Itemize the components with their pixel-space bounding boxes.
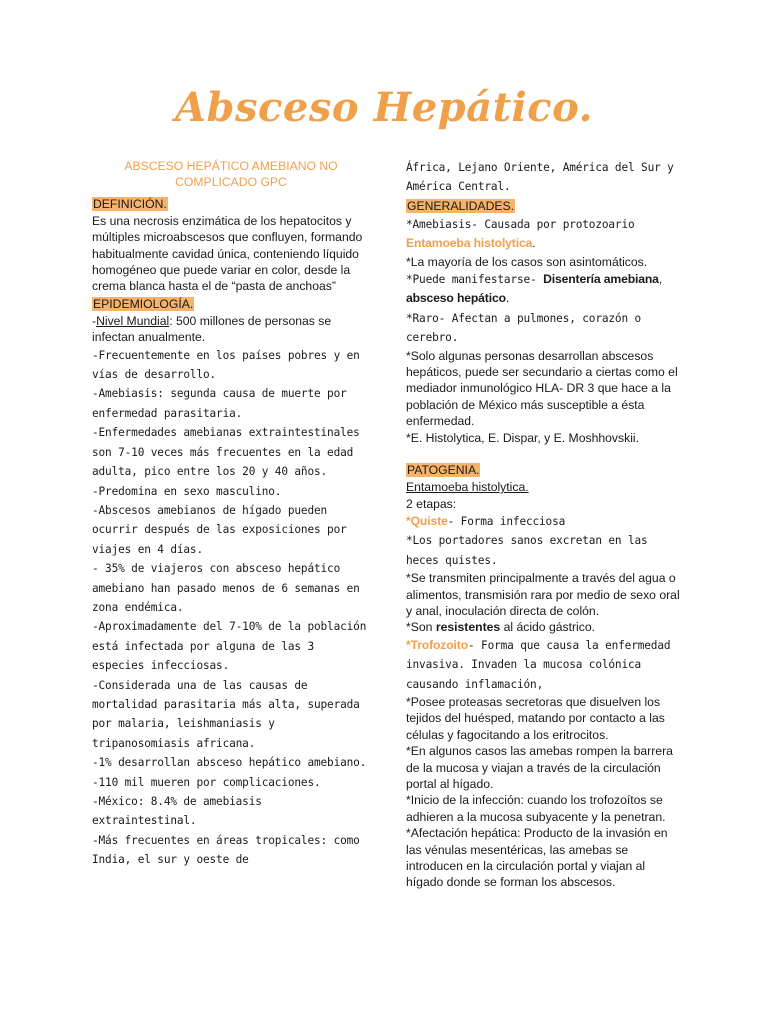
- list-item: -Considerada una de las causas de mortalidad parasitaria más alta, superada por malaria, leishmaniasis y tripanosomiasis africana.: [92, 678, 360, 750]
- list-item: -Amebiasis: segunda causa de muerte por enfermedad parasitaria.: [92, 387, 347, 420]
- source-subtitle: ABSCESO HEPÁTICO AMEBIANO NO COMPLICADO GPC: [124, 159, 338, 190]
- list-item: -Más frecuentes en áreas tropicales: como India, el sur y oeste de: [92, 833, 360, 867]
- definicion-heading: DEFINICIÓN.: [93, 196, 167, 211]
- organism-name: Entamoeba histolytica: [406, 236, 533, 251]
- trofozoito-paragraph: *Trofozoito- Forma que causa la enfermedad invasiva. Invaden la mucosa colónica causando inflamación,: [406, 637, 671, 691]
- spacer: [406, 446, 684, 461]
- quiste-paragraph: *Quiste- Forma infecciosa: [406, 513, 566, 528]
- page-title: Absceso Hepático.: [174, 84, 593, 131]
- list-item: -Frecuentemente en los países pobres y en vías de desarrollo.: [92, 348, 360, 382]
- amebas-rompen-text: *En algunos casos las amebas rompen la barrera de la mucosa y viajan a través de la circulación portal al hígado.: [406, 744, 673, 791]
- left-column: [92, 158, 370, 870]
- patogenia-organism: Entamoeba histolytica.: [406, 480, 529, 495]
- portadores-text: *Los portadores sanos excretan en las heces quistes.: [406, 534, 648, 567]
- nivel-mundial-paragraph: -Nivel Mundial: 500 millones de personas se infectan anualmente.: [92, 313, 332, 345]
- list-item: -110 mil mueren por complicaciones.: [92, 775, 321, 789]
- manifestarse-paragraph: *Puede manifestarse- Disentería amebiana, absceso hepático.: [406, 272, 663, 306]
- especies-text: *E. Histolytica, E. Dispar, y E. Moshhovskii.: [406, 430, 639, 445]
- afectacion-hepatica-text: *Afectación hepática: Producto de la invasión en las vénulas mesentéricas, las amebas se introducen en la circulación portal y viajan al hígado donde se forman los abscesos.: [406, 826, 668, 890]
- etapas-text: 2 etapas:: [406, 496, 457, 511]
- patogenia-heading: PATOGENIA.: [407, 463, 480, 478]
- generalidades-heading: GENERALIDADES.: [407, 198, 515, 213]
- asintomaticos-text: *La mayoría de los casos son asintomáticos.: [406, 254, 648, 269]
- transmiten-text: *Se transmiten principalmente a través del agua o alimentos, transmisión rara por medio de sexo oral y anal, inoculación directa de colón.: [406, 571, 680, 618]
- epidemiologia-heading: EPIDEMIOLOGÍA.: [93, 296, 194, 311]
- trofozoito-label: *Trofozoito: [406, 637, 468, 652]
- list-item: - 35% de viajeros con absceso hepático amebiano han pasado menos de 6 semanas en zona endémica.: [92, 562, 360, 614]
- proteasas-text: *Posee proteasas secretoras que disuelven los tejidos del huésped, matando por contacto a las células y fagocitando a los eritrocitos.: [406, 694, 665, 742]
- list-item: -México: 8.4% de amebiasis extraintestinal.: [92, 795, 262, 828]
- nivel-mundial-label: Nivel Mundial: [96, 313, 170, 328]
- resistentes-paragraph: *Son resistentes al ácido gástrico.: [406, 620, 596, 635]
- definicion-text: Es una necrosis enzimática de los hepatocitos y múltiples microabscesos que confluyen, formando habitualmente cavidad única, conteniendo líquido homogéneo que puede variar en color, desde la crema blanca hasta el de “pasta de anchoas”: [92, 213, 363, 294]
- list-item: -1% desarrollan absceso hepático amebiano.: [92, 756, 367, 770]
- list-item: -Abscesos amebianos de hígado pueden ocurrir después de las exposiciones por viajes en 4 días.: [92, 503, 347, 556]
- epidemiologia-list: [92, 346, 370, 870]
- right-column: [406, 158, 684, 891]
- list-item: -Predomina en sexo masculino.: [92, 484, 282, 498]
- quiste-label: *Quiste: [406, 513, 448, 528]
- list-item: -Aproximadamente del 7-10% de la población está infectada por alguna de las 3 especies infecciosas.: [92, 620, 367, 673]
- solo-algunas-text: *Solo algunas personas desarrollan abscesos hepáticos, puede ser secundario a ciertas como el mediador inmunológico HLA- DR 3 que hace a la población de México más susceptible a ésta enfermedad.: [406, 348, 678, 429]
- raro-text: *Raro- Afectan a pulmones, corazón o cerebro.: [406, 311, 642, 345]
- list-item: -Enfermedades amebianas extraintestinales son 7-10 veces más frecuentes en la edad adulta, pico entre los 20 y 40 años.: [92, 426, 360, 479]
- continuation-text: África, Lejano Oriente, América del Sur y América Central.: [406, 161, 674, 194]
- inicio-infeccion-text: *Inicio de la infección: cuando los trofozoítos se adhieren a la mucosa subyacente y la penetran.: [406, 793, 666, 824]
- amebiasis-paragraph: *Amebiasis- Causada por protozoario Entamoeba histolytica.: [406, 217, 635, 251]
